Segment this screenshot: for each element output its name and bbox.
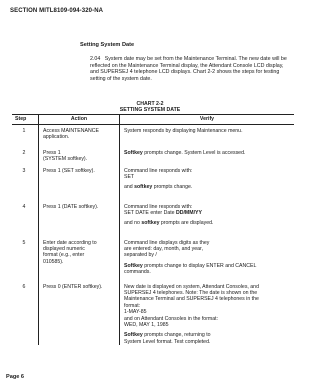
step-number: 6: [22, 283, 26, 290]
chart-title: SETTING SYSTEM DATE: [119, 107, 181, 113]
section-title: Setting System Date: [80, 42, 135, 48]
column-header-action: Action: [39, 115, 120, 125]
verify-line: Softkey prompts change, returning to: [124, 332, 211, 339]
step-action: [39, 201, 120, 237]
verify-line: System Level format. Test completed.: [124, 338, 211, 345]
action-line: Enter date according to: [43, 239, 97, 246]
step-number: 5: [22, 239, 26, 246]
action-line: Press 1: [43, 149, 61, 156]
step-verify: [120, 147, 295, 165]
verify-line: and softkey prompts change.: [124, 184, 193, 191]
verify-line: 1-MAY-85: [124, 309, 147, 316]
intro-paragraph: [90, 56, 292, 82]
verify-line: commands.: [124, 269, 151, 276]
emphasis: softkey: [134, 184, 153, 191]
action-line: 010585).: [43, 258, 64, 265]
verify-line: are entered: day, month, and year,: [124, 245, 203, 252]
table-row: [12, 237, 294, 281]
action-line: application.: [43, 134, 70, 141]
step-verify: [120, 281, 295, 346]
step-verify: [120, 125, 295, 147]
step-number: 1: [22, 128, 26, 134]
table-header-row: [12, 115, 294, 125]
verify-line: SUPERSEJ 4 telephones. Note: The date is shown on the: [124, 289, 258, 296]
verify-line: format:: [124, 302, 141, 309]
verify-line: SET: [124, 173, 135, 180]
emphasis: Softkey: [124, 149, 143, 156]
action-line: format (e.g., enter: [43, 252, 85, 259]
steps-table: [12, 114, 294, 345]
action-line: (SYSTEM softkey).: [43, 155, 88, 162]
column-header-verify: Verify: [120, 115, 295, 125]
emphasis: Softkey: [124, 262, 143, 269]
step-number: 4: [22, 203, 26, 210]
verify-line: New date is displayed on system, Attendant Consoles, and: [124, 283, 259, 290]
step-verify: [120, 237, 295, 281]
page-number: Page 6: [6, 374, 25, 380]
verify-line: SET DATE enter Date DD/MM/YY: [124, 209, 202, 216]
verify-line: Maintenance Terminal and SUPERSEJ 4 telephones in the: [124, 296, 259, 303]
document-header: SECTION MITL8109-094-320-NA: [10, 8, 104, 14]
step-action: [39, 281, 120, 346]
table-row: [12, 165, 294, 201]
step-action: [39, 147, 120, 165]
table-row: [12, 201, 294, 237]
verify-line: and on Attendant Consoles in the format:: [124, 315, 219, 322]
step-action: [39, 237, 120, 281]
step-number: 2: [22, 149, 26, 156]
verify-line: Command line displays digits as they: [124, 239, 210, 246]
step-action: [39, 125, 120, 147]
paragraph-text: System date may be set from the Maintenance Terminal. The new date will be reflected on the Maintenance Terminal display, the Attendant Console LCD display, and SUPERSEJ 4 telephone LCD displays. Chart 2-2 shows the steps for testing setting of the system date.: [90, 56, 287, 82]
verify-line: System responds by displaying Maintenance menu.: [124, 128, 243, 134]
table-row: [12, 147, 294, 165]
verify-line: WED, MAY 1, 1985: [124, 321, 169, 328]
emphasis: DD/MM/YY: [176, 209, 202, 216]
action-line: displayed numeric: [43, 245, 85, 252]
verify-line: separated by /: [124, 252, 157, 259]
table-row: [12, 125, 294, 147]
steps-body: [12, 125, 294, 346]
verify-line: Command line responds with:: [124, 167, 193, 174]
action-line: Access MAINTENANCE: [43, 128, 99, 134]
column-header-step: Step: [12, 115, 39, 125]
verify-line: and no softkey prompts are displayed.: [124, 220, 214, 227]
step-verify: [120, 165, 295, 201]
emphasis: Softkey: [124, 332, 143, 339]
paragraph-number: 2.04: [90, 56, 101, 62]
verify-line: Softkey prompts change to display ENTER and CANCEL: [124, 262, 257, 269]
table-row: [12, 281, 294, 346]
action-line: Press 0 (ENTER softkey).: [43, 283, 103, 290]
action-line: Press 1 (DATE softkey).: [43, 203, 99, 210]
emphasis: softkey: [141, 220, 160, 227]
verify-line: Command line responds with:: [124, 203, 193, 210]
step-verify: [120, 201, 295, 237]
step-number: 3: [22, 167, 26, 174]
verify-line: Softkey prompts change. System Level is accessed.: [124, 149, 246, 156]
action-line: Press 1 (SET softkey).: [43, 167, 95, 174]
chart-label: CHART 2-2: [136, 101, 164, 107]
step-action: [39, 165, 120, 201]
